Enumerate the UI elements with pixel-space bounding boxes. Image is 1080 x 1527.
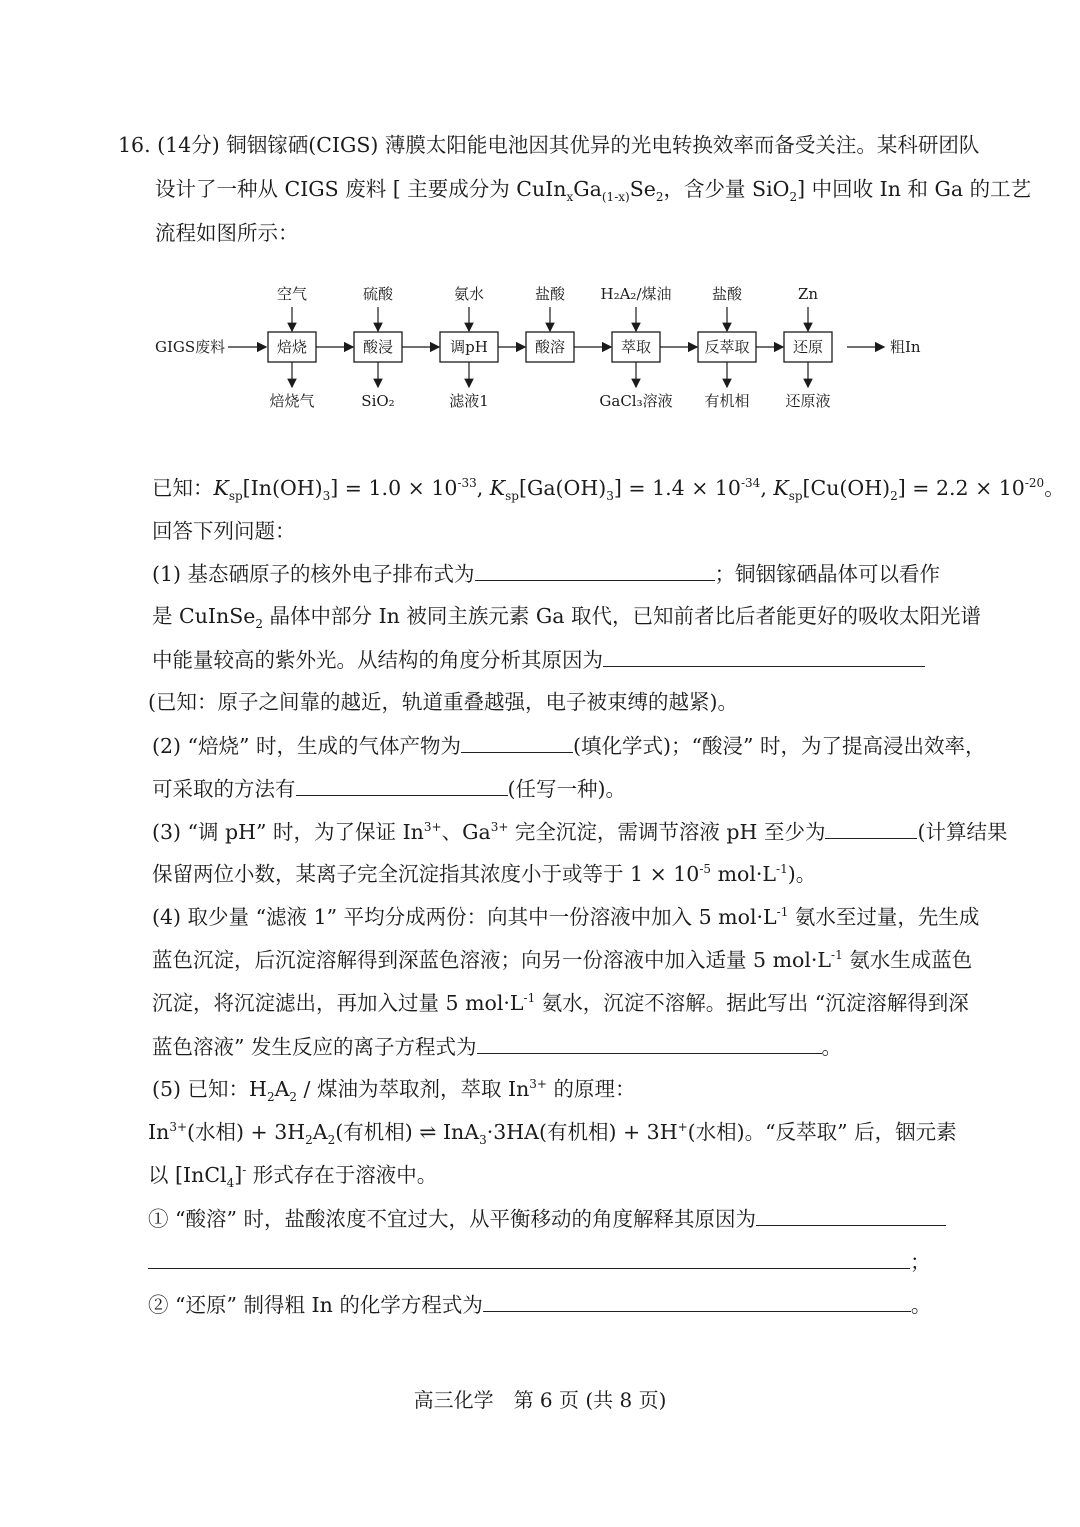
question-line-2: 设计了一种从 CIGS 废料 [ 主要成分为 $CuIn_xGa_{(1-x)}Se_2$，含少量 SiO$_2$] 中回收 In 和 Ga 的工艺 (155, 177, 1032, 205)
page-footer: 高三化学 第 6 页 (共 8 页) (413, 1388, 667, 1412)
q5-line-1: (5) 已知：$H_2A_2$ / 煤油为萃取剂，萃取 $In^{3+}$ 的原理： (152, 1077, 636, 1105)
flow-start-label: GIGS废料 (155, 338, 226, 356)
q1-answer-blank-2[interactable] (603, 644, 925, 667)
flow-output-label-1: 焙烧气 (269, 392, 315, 410)
flow-input-label-6: 盐酸 (711, 285, 743, 303)
question-line-3: 流程如图所示： (155, 221, 299, 245)
flow-output-label-3: 滤液1 (449, 392, 489, 410)
q2-line-2: 可采取的方法有 (任写一种)。 (152, 773, 626, 804)
flow-output-label-2: SiO₂ (361, 392, 395, 410)
flow-input-label-1: 空气 (276, 285, 308, 303)
flow-input-label-2: 硫酸 (362, 285, 394, 303)
q2-answer-blank-2[interactable] (296, 773, 508, 796)
q5-sub1-answer-blank-2[interactable] (148, 1246, 910, 1269)
flow-step-label-1: 焙烧 (276, 338, 308, 356)
q5-sub2-line: ② “还原” 制得粗 In 的化学方程式为 。 (148, 1289, 931, 1320)
flow-output-label-5: GaCl₃溶液 (599, 392, 673, 410)
q3-answer-blank[interactable] (825, 816, 917, 839)
flow-end-label: 粗In (890, 338, 921, 356)
q1-line-1: (1) 基态硒原子的核外电子排布式为 ；铜铟镓硒晶体可以看作 (152, 558, 940, 589)
question-line-1: 16. (14分) 铜铟镓硒(CIGS) 薄膜太阳能电池因其优异的光电转换效率而备受关注。某科研团队 (118, 133, 980, 157)
q3-line-1: (3) “调 pH” 时，为了保证 $In^{3+}$、$Ga^{3+}$ 完全沉淀，需调节溶液 pH 至少为 (计算结果 (152, 816, 1007, 847)
flow-input-label-3: 氨水 (453, 285, 485, 303)
flow-step-label-6: 反萃取 (704, 338, 750, 356)
q4-answer-blank[interactable] (477, 1031, 822, 1054)
q4-line-4: 蓝色溶液” 发生反应的离子方程式为 。 (152, 1031, 842, 1062)
q4-line-2: 蓝色沉淀，后沉淀溶解得到深蓝色溶液；向另一份溶液中加入适量 5 $mol\cdot L^{-1}$ 氨水生成蓝色 (152, 948, 973, 972)
q1-answer-blank-1[interactable] (475, 558, 715, 581)
q5-sub1-line: ① “酸溶” 时，盐酸浓度不宜过大，从平衡移动的角度解释其原因为 (148, 1203, 946, 1234)
q5-sub1-answer-blank-1[interactable] (756, 1203, 946, 1226)
flow-output-label-6: 有机相 (704, 392, 750, 410)
answer-heading: 回答下列问题： (152, 519, 296, 543)
flow-step-label-7: 还原 (792, 338, 824, 356)
flow-input-label-7: Zn (797, 285, 819, 303)
q5-sub2-answer-blank[interactable] (483, 1289, 911, 1312)
q5-line-3: 以 [InCl$_4$]- 形式存在于溶液中。 (148, 1163, 438, 1191)
flow-steps (268, 285, 832, 410)
q5-equation-line: $In^{3+}$(水相) + $3H_2A_2$(有机相) ⇌ InA$_3$·3HA(有机相) + 3H+(水相)。“反萃取” 后，铟元素 (148, 1120, 957, 1148)
q4-line-3: 沉淀，将沉淀滤出，再加入过量 5 $mol\cdot L^{-1}$ 氨水，沉淀不溶解。据此写出 “沉淀溶解得到深 (152, 991, 969, 1015)
flow-step-label-2: 酸浸 (362, 338, 394, 356)
flow-input-label-5: H₂A₂/煤油 (600, 285, 672, 303)
q1-line-3: 中能量较高的紫外光。从结构的角度分析其原因为 (152, 644, 925, 675)
flow-step-label-3: 调pH (450, 338, 488, 356)
q2-line-1: (2) “焙烧” 时，生成的气体产物为 (填化学式)；“酸浸” 时，为了提高浸出效率， (152, 730, 986, 761)
q4-line-1: (4) 取少量 “滤液 1” 平均分成两份：向其中一份溶液中加入 5 $mol\cdot L^{-1}$ 氨水至过量，先生成 (152, 905, 980, 929)
q1-line-4: (已知：原子之间靠的越近，轨道重叠越强，电子被束缚的越紧)。 (148, 690, 738, 714)
flow-input-label-4: 盐酸 (534, 285, 566, 303)
flow-step-label-4: 酸溶 (534, 338, 566, 356)
flow-output-label-7: 还原液 (785, 392, 831, 410)
q5-sub1-line-2: ； (148, 1246, 931, 1277)
q1-line-2: 是 CuInSe$_2$ 晶体中部分 In 被同主族元素 Ga 取代，已知前者比后者能更好的吸收太阳光谱 (152, 604, 982, 632)
q2-answer-blank-1[interactable] (461, 730, 573, 753)
process-flowchart (140, 275, 940, 425)
known-ksp-line: 已知：$K_{sp}[In(OH)_3] = 1.0 \times 10^{-33}$, $K_{sp}[Ga(OH)_3] = 1.4 \times 10^{-34}$, $K_{sp}[Cu(OH)_2] = 2.2 \times 10^{-20}$。 (152, 476, 1065, 504)
q3-line-2: 保留两位小数，某离子完全沉淀指其浓度小于或等于 $1 \times 10^{-5}$ $mol\cdot L^{-1}$)。 (152, 862, 817, 886)
flow-step-label-5: 萃取 (620, 338, 652, 356)
